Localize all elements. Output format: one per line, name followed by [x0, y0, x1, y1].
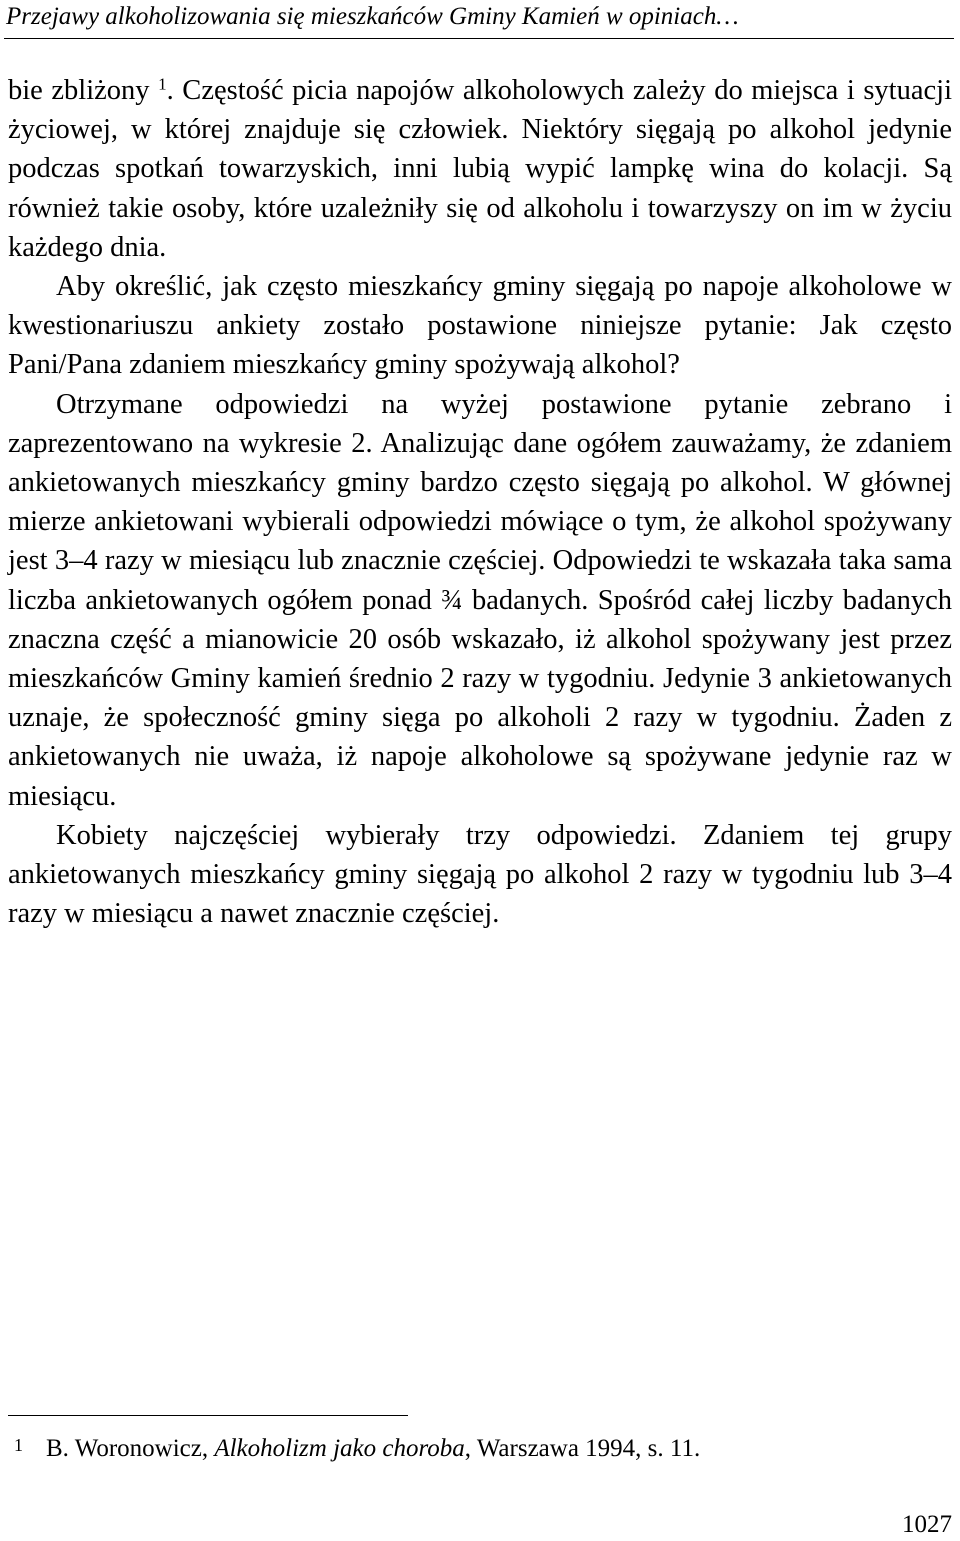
footnote-reference[interactable]: 1	[158, 74, 167, 94]
paragraph-survey-question: Aby określić, jak często mieszkańcy gminy sięgają po napoje alkoholowe w kwestionariuszu ankiety zostało postawione niniejsze pytanie: Jak często Pani/Pana zdaniem mieszkańcy gminy spożywają alkohol?	[8, 271, 952, 381]
running-header: Przejawy alkoholizowania się mieszkańców Gminy Kamień w opiniach…	[6, 3, 739, 30]
paragraph-text: . Częstość picia napojów alkoholowych zależy do miejsca i sytuacji życiowej, w której znajduje się człowiek. Niektóry sięgają po alkohol jedynie podczas spotkań towarzyskich, inni lubią wypić lampkę wina do kolacji. Są również takie osoby, które uzależniły się od alkoholu i towarzyszy on im w życiu każdego dnia.	[8, 75, 952, 263]
paragraph-women: Kobiety najczęściej wybierały trzy odpowiedzi. Zdaniem tej grupy ankietowanych mieszkańcy gminy sięgają po alkohol 2 razy w tygodniu lub 3–4 razy w miesiącu a nawet znacznie częściej.	[8, 819, 952, 930]
footnote-author: B. Woronowicz,	[46, 1435, 215, 1462]
footnote-divider	[8, 1415, 408, 1416]
footnote	[14, 1433, 701, 1465]
main-text	[8, 71, 952, 933]
header-divider	[4, 38, 954, 39]
paragraph-results: Otrzymane odpowiedzi na wyżej postawione pytanie zebrano i zaprezentowano na wykresie 2. Analizując dane ogółem zauważamy, że zdaniem ankietowanych mieszkańcy gminy bardzo często sięgają po alkohol. W głównej mierze ankietowani wybierali odpowiedzi mówiące o tym, że alkohol spożywany jest 3–4 razy w miesiącu lub znacznie częściej. Odpowiedzi te wskazała taka sama liczba ankietowanych ogółem ponad ¾ badanych. Spośród całej liczby badanych znaczna część a mianowicie 20 osób wskazało, iż alkohol spożywany jest przez mieszkańców Gminy kamień średnio 2 razy w tygodniu. Jedynie 3 ankietowanych uznaje, że społeczność gminy sięga po alkoholi 2 razy w tygodniu. Żaden z ankietowanych nie uważa, iż napoje alkoholowe są spożywane jedynie raz w miesiącu.	[8, 388, 952, 812]
paragraph-continuation	[8, 71, 952, 267]
page-number: 1027	[902, 1511, 952, 1538]
paragraph-text: bie zbliżony	[8, 75, 159, 106]
footnote-title: Alkoholizm jako choroba	[214, 1435, 465, 1462]
footnote-mark: 1	[14, 1435, 23, 1455]
footnote-details: , Warszawa 1994, s. 11.	[464, 1435, 701, 1462]
